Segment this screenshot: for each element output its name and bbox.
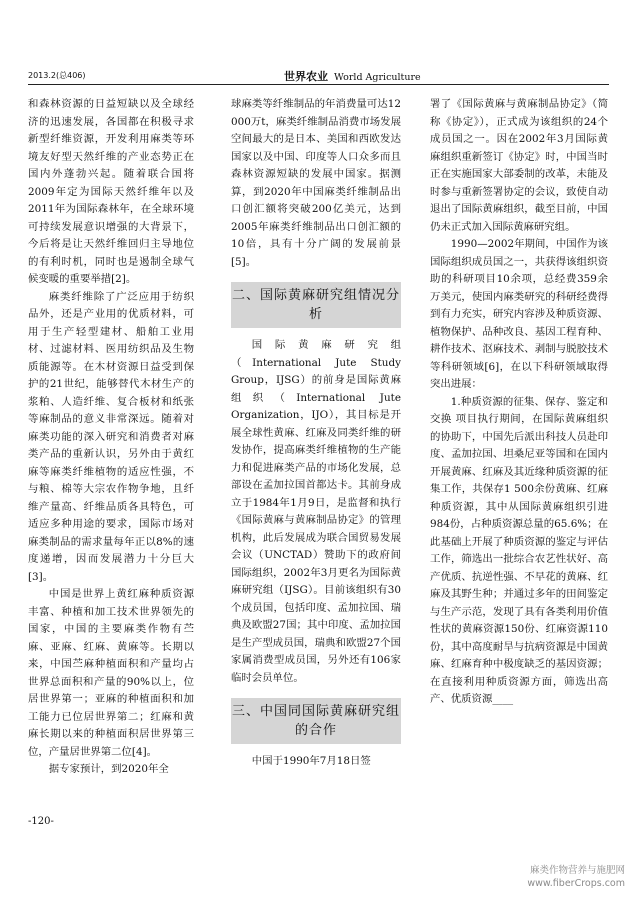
- paragraph: 据专家预计，到2020年全: [48, 763, 169, 775]
- paragraph: 1990—2002年期间，中国作为该国际组织成员国之一，共获得该组织资助的科研项目10余项，总经费359余万美元，使国内麻类研究的科研经费得到有力充实，研究内容涉及种质资源、植物保护、品种改良、基因工程育种、耕作技术、沤麻技术、剥制与脱胶技术等科研领域[6]，在以下科研领域取得突出进展：: [430, 238, 608, 390]
- paragraph: 国际黄麻研究组（International Jute Study Group，IJSG）的前身是国际黄麻组织（International Jute Organization，IJO），其目标是开展全球性黄麻、红麻及同类纤维的研发协作，提高麻类纤维植物的生产能力和促进麻类产品的市场化发展，总部设在孟加拉国首都达卡。其前身成立于1984年1月9日，是监督和执行《国际黄麻与黄麻制品协定》的管理机构，此后发展成为联合国贸易发展会议（UNCTAD）赞助下的政府间国际组织，2002年3月更名为国际黄麻研究组（IJSG）。目前该组织有30个成员国，包括印度、孟加拉国、瑞典及欧盟27国；其中印度、孟加拉国是生产型成员国，瑞典和欧盟27个国家属消费型成员国，另外还有106家临时会员单位。: [231, 339, 401, 684]
- issue-label: 2013.2(总406): [28, 71, 86, 80]
- journal-title-en: World Agriculture: [334, 72, 421, 83]
- paragraph: 1.种质资源的征集、保存、鉴定和交换 项目执行期间，在国际黄麻组织的协助下，中国先后派出科技人员赴印度、孟加拉国、坦桑尼亚等国和在国内开展黄麻、红麻及其近缘种质资源的征集工作，共保存1 500余份黄麻、红麻种质资源，其中从国际黄麻组织引进984份，占种质资源总量的65.6%；在此基础上开展了种质资源的鉴定与评估工作，筛选出一批综合农艺性状好、高产优质、抗逆性强、不早花的黄麻、红麻及其野生种；并通过多年的田间鉴定与生产示范，发现了具有各类利用价值性状的黄麻资源150份、红麻资源110份，其中高度耐旱与抗病资源是中国黄麻、红麻育种中极度缺乏的基因资源；在直接利用种质资源方面，筛选出高产、优质资源____: [430, 395, 608, 705]
- column-middle: [231, 96, 401, 771]
- section-heading-2: 二、国际黄麻研究组情况分析: [231, 282, 401, 328]
- journal-title: [284, 68, 421, 84]
- paragraph: 署了《国际黄麻与黄麻制品协定》（简称《协定》），正式成为该组织的24个成员国之一。因在2002年3月国际黄麻组织重新签订《协定》时，中国当时正在实施国家大部委制的改革，未能及时参与重新签署协定的会议，致使自动退出了国际黄麻组织，截至目前，中国仍未正式加入国际黄麻研究组。: [430, 98, 608, 233]
- paragraph: 中国是世界上黄红麻种质资源丰富、种植和加工技术世界领先的国家，中国的主要麻类作物有苎麻、亚麻、红麻、黄麻等。长期以来，中国苎麻种植面积和产量均占世界总面积和产量的90%以上，位居世界第一；亚麻的种植面积和加工能力已位居世界第二；红麻和黄麻长期以来的种植面积居世界第三位，产量居世界第二位[4]。: [28, 588, 194, 758]
- paragraph: 中国于1990年7月18日签: [251, 755, 371, 767]
- watermark-url: www.fiberCrops.com: [527, 878, 625, 889]
- paragraph: 球麻类等纤维制品的年消费量可达12 000万t，麻类纤维制品消费市场发展空间最大的是日本、美国和西欧发达国家以及中国、印度等人口众多而且森林资源短缺的发展中国家。据测算，到2020年中国麻类纤维制品出口创汇额将突破200亿美元，达到2005年麻类纤维制品出口创汇额的10倍，具有十分广阔的发展前景[5]。: [231, 98, 401, 268]
- watermark: [527, 864, 625, 890]
- paragraph: 和森林资源的日益短缺以及全球经济的迅速发展，各国都在积极寻求新型纤维资源，开发利用麻类等环境友好型天然纤维的产业态势正在国内外蓬勃兴起。随着联合国将2009年定为国际天然纤维年以及2011年为国际森林年，在全球环境可持续发展意识增强的大背景下，今后将是让天然纤维回归主导地位的有利时机，同时也是遏制全球气候变暖的重要举措[2]。: [28, 98, 194, 285]
- journal-title-cn: 世界农业: [284, 70, 328, 83]
- watermark-cn: 麻类作物营养与施肥网: [529, 865, 625, 876]
- column-right: [430, 96, 608, 709]
- column-left: [28, 96, 194, 779]
- page-number: -120-: [28, 816, 54, 827]
- paragraph: 麻类纤维除了广泛应用于纺织品外，还是产业用的优质材料，可用于生产轻型建材、船舶工业用材、过滤材料、医用纺织品及生物质能源等。在木材资源日益受到保护的21世纪，能够替代木材生产的浆粕、人造纤维、复合板材和纸张等麻制品的意义非常深远。随着对麻类功能的深入研究和消费者对麻类产品的重新认识，另外由于黄红麻等麻类纤维植物的适应性强，不与粮、棉等大宗农作物争地，且纤维产量高、纤维品质各具特色，可适应多种用途的要求，国际市场对麻类制品的需求量每年正以8%的速度递增，因而发展潜力十分巨大[3]。: [28, 290, 194, 583]
- header-rule: [28, 84, 609, 85]
- section-heading-3: 三、中国同国际黄麻研究组的合作: [231, 698, 401, 744]
- page-header: [28, 66, 609, 86]
